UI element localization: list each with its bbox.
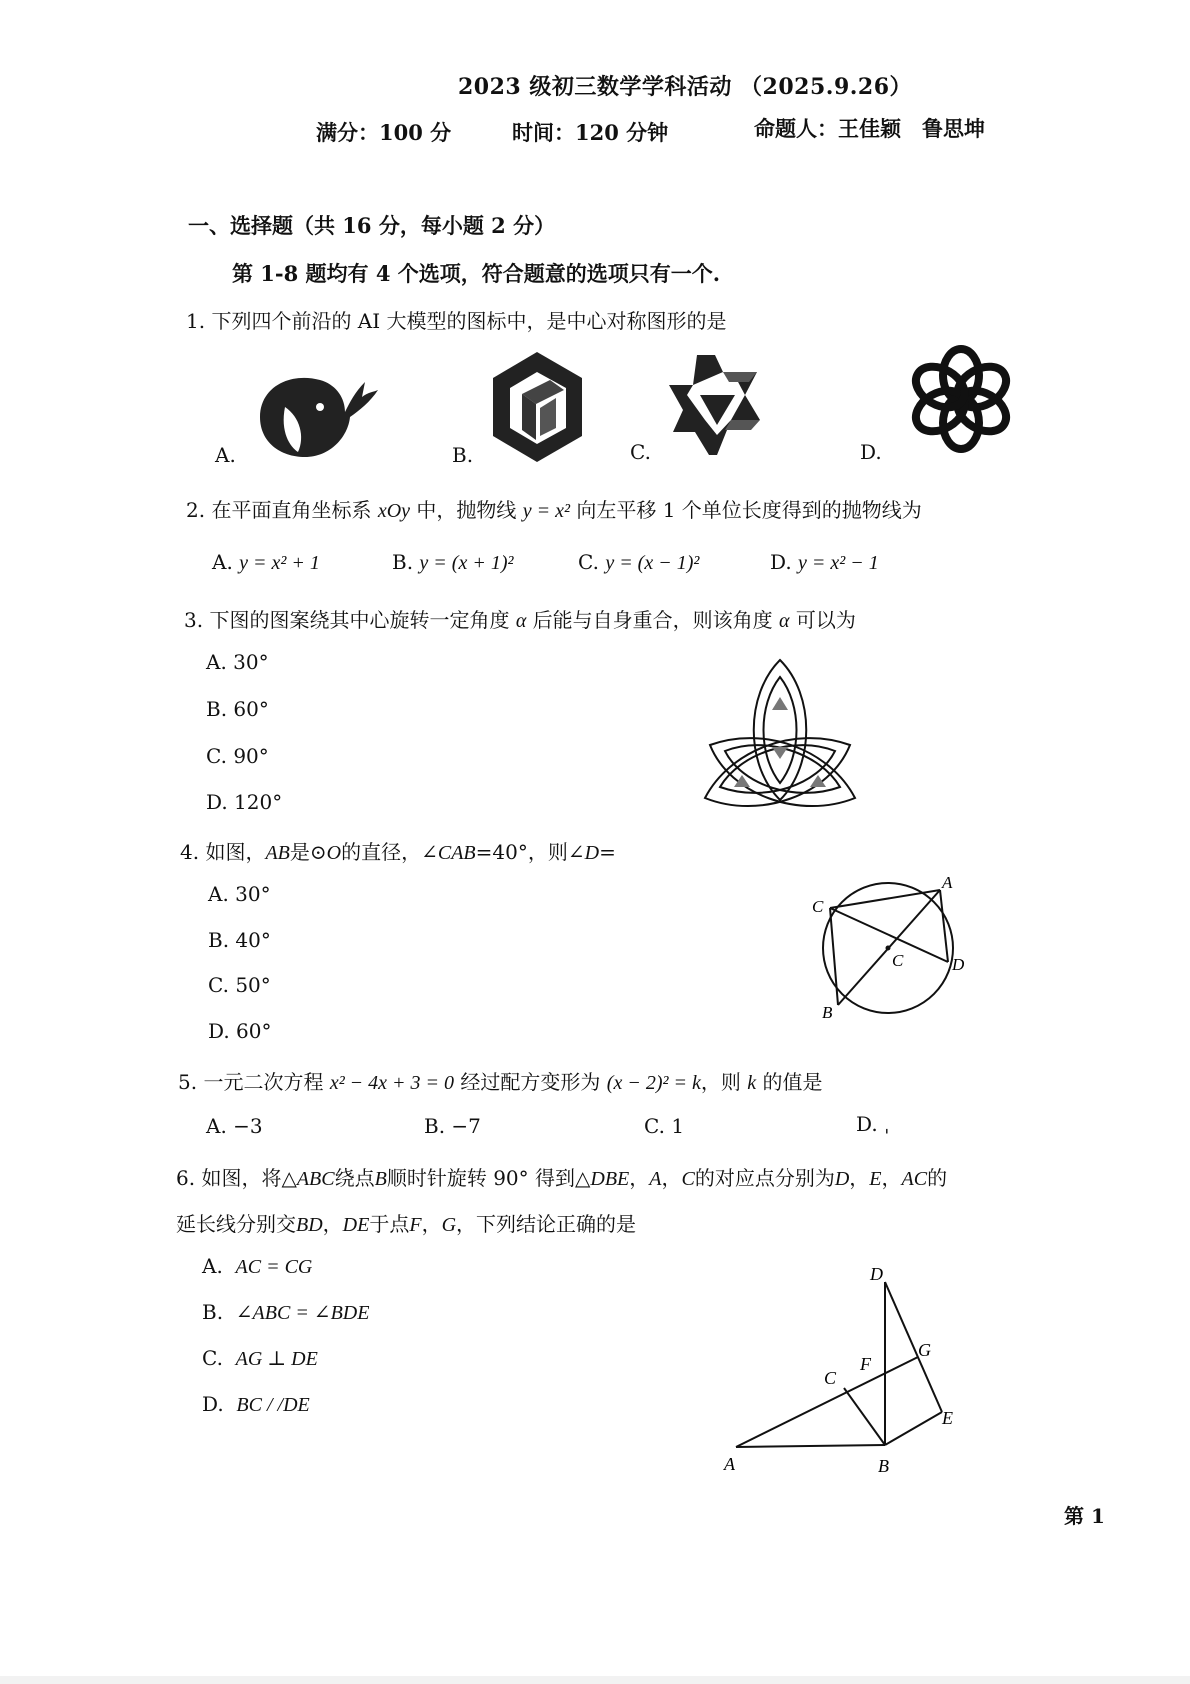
stem-text: 向左平移 1 个单位长度得到的抛物线为 (576, 498, 922, 522)
stem-text: ， (661, 1166, 682, 1190)
option-text: 50° (235, 973, 271, 997)
option-text: 60° (233, 697, 269, 721)
option-text: y = x² + 1 (239, 552, 320, 574)
stem-math: G (441, 1214, 457, 1236)
stem-math: k (747, 1072, 757, 1094)
stem-math: C (681, 1168, 695, 1190)
q5-option-a (206, 1114, 263, 1138)
option-label: A. (208, 882, 229, 906)
question-number: 5. (178, 1070, 198, 1094)
option-label: D. (208, 1019, 230, 1043)
stem-text: 的值是 (762, 1070, 823, 1094)
option-label: C. (578, 550, 599, 574)
full-score: 满分：100 分 (316, 120, 452, 145)
section-instruction: 第 1-8 题均有 4 个选项，符合题意的选项只有一个. (232, 261, 721, 286)
option-label: A. (212, 550, 233, 574)
stem-math: DE (342, 1214, 370, 1236)
section-heading: 一、选择题（共 16 分，每小题 2 分） (188, 213, 556, 238)
stem-math: AB (265, 842, 290, 864)
triquetra-figure (700, 655, 860, 810)
bottom-strip (0, 1676, 1190, 1684)
stem-math: (x − 2)² = k (606, 1072, 701, 1094)
q5-option-b (424, 1114, 481, 1138)
q6-option-c (202, 1346, 318, 1371)
question-number: 6. (176, 1166, 196, 1190)
q1-option-b-label: B. (452, 443, 474, 467)
option-label: A. (206, 1114, 227, 1138)
stem-text: ， (629, 1166, 650, 1190)
q2-option-a (212, 550, 320, 575)
stem-text: 顺时针旋转 90° 得到△ (386, 1166, 591, 1190)
stem-math: xOy (377, 500, 411, 522)
question-1 (186, 305, 727, 334)
option-text: AG ⊥ DE (235, 1348, 318, 1370)
q3-option-a (206, 650, 269, 674)
option-label: D. (856, 1112, 878, 1136)
option-label: A. (202, 1254, 223, 1278)
point-label-a: A (942, 873, 953, 892)
stem-math: α (515, 610, 527, 632)
option-label: C. (208, 973, 229, 997)
stem-math: O (326, 842, 342, 864)
stem-math: D (584, 842, 600, 864)
stem-math: α (779, 610, 790, 632)
question-number: 3. (184, 608, 204, 632)
stem-text: 的对应点分别为 (694, 1166, 835, 1190)
stem-text: 中，抛物线 (416, 498, 517, 522)
question-3 (184, 604, 856, 633)
question-number: 4. (180, 840, 200, 864)
question-6-line-2 (176, 1208, 636, 1237)
question-number: 1. (186, 309, 206, 333)
exam-authors: 命题人：王佳颖 鲁思坤 (754, 116, 985, 141)
stem-math: E (869, 1168, 882, 1190)
stem-math: x² − 4x + 3 = 0 (329, 1072, 455, 1094)
option-text: 120° (234, 790, 283, 814)
point-label-b: B (822, 1003, 833, 1020)
point-label-d: D (952, 955, 965, 974)
option-text: 30° (235, 882, 271, 906)
option-text: −7 (451, 1114, 481, 1138)
q2-option-c (578, 550, 699, 575)
option-text: y = (x + 1)² (419, 552, 514, 574)
q4-option-c (208, 973, 271, 997)
rotation-triangle-figure (720, 1262, 970, 1482)
option-text: y = x² − 1 (798, 552, 879, 574)
option-label: D. (202, 1392, 224, 1416)
option-text: BC / /DE (236, 1394, 310, 1416)
question-6-line-1 (176, 1162, 947, 1191)
option-label: C. (206, 744, 227, 768)
option-text: 90° (233, 744, 269, 768)
option-text: 60° (236, 1019, 272, 1043)
option-label: C. (202, 1346, 223, 1370)
stem-text: 于点 (369, 1212, 410, 1236)
stem-text: =40°，则∠ (475, 840, 585, 864)
stem-text: 后能与自身重合，则该角度 (532, 608, 773, 632)
option-label: C. (644, 1114, 665, 1138)
option-text: y = (x − 1)² (605, 552, 700, 574)
stem-text: ， (881, 1166, 902, 1190)
stem-math: F (409, 1214, 422, 1236)
exam-title: 2023 级初三数学学科活动 （2025.9.26） (458, 74, 913, 100)
option-label: B. (202, 1300, 224, 1324)
option-text: ∠ABC = ∠BDE (235, 1302, 370, 1324)
option-label: D. (770, 550, 792, 574)
q3-option-c (206, 744, 269, 768)
whale-logo-icon (250, 362, 380, 462)
point-label-b: B (878, 1456, 889, 1476)
point-label-g: G (918, 1340, 931, 1360)
question-number: 2. (186, 498, 206, 522)
option-text: −3 (233, 1114, 263, 1138)
stem-text: 可以为 (795, 608, 856, 632)
stem-math: BD (296, 1214, 323, 1236)
stem-math: DBE (590, 1168, 630, 1190)
stem-text: 如图，将△ (201, 1166, 297, 1190)
stem-text: 经过配方变形为 (460, 1070, 601, 1094)
stem-text: ， (421, 1212, 442, 1236)
option-text: 1 (671, 1114, 685, 1138)
q6-option-b (202, 1300, 369, 1325)
q5-option-c (644, 1114, 684, 1138)
stem-math: y = x² (522, 500, 570, 522)
stem-text: = (599, 840, 616, 864)
question-2 (186, 494, 922, 523)
q1-option-d-label: D. (860, 440, 882, 464)
q4-option-a (208, 882, 271, 906)
point-label-e: E (942, 1408, 953, 1428)
stem-text: ， (322, 1212, 343, 1236)
exam-time: 时间：120 分钟 (512, 120, 669, 145)
point-label-f: F (860, 1354, 871, 1374)
point-label-d: D (870, 1264, 883, 1284)
stem-text: ，下列结论正确的是 (456, 1212, 637, 1236)
q1-option-c-label: C. (630, 440, 651, 464)
stem-text: 延长线分别交 (176, 1212, 296, 1236)
option-text: ˌ (884, 1112, 890, 1136)
stem-text: 下图的图案绕其中心旋转一定角度 (209, 608, 510, 632)
stem-text: ， (849, 1166, 870, 1190)
q6-option-a (202, 1254, 312, 1279)
q3-option-b (206, 697, 269, 721)
option-label: A. (206, 650, 227, 674)
star-triangle-logo-icon (665, 350, 765, 460)
option-label: B. (206, 697, 228, 721)
option-text: 40° (235, 928, 271, 952)
page-number: 第 1 (1064, 1504, 1105, 1528)
q5-option-d (856, 1112, 890, 1136)
stem-math: CAB (437, 842, 476, 864)
circle-geometry-figure (800, 870, 980, 1020)
q2-option-d (770, 550, 879, 575)
stem-math: AC (901, 1168, 928, 1190)
hexagon-cube-logo-icon (490, 350, 585, 465)
q4-option-b (208, 928, 271, 952)
stem-math: B (374, 1168, 387, 1190)
q4-option-d (208, 1019, 272, 1043)
stem-text: ，则 (700, 1070, 741, 1094)
stem-math: D (834, 1168, 850, 1190)
point-label-c: C (824, 1368, 837, 1388)
point-label-a: A (724, 1454, 735, 1474)
point-label-o: C (892, 951, 904, 970)
option-text: AC = CG (235, 1256, 313, 1278)
knot-flower-logo-icon (910, 345, 1012, 453)
question-4 (180, 836, 616, 865)
question-stem: 下列四个前沿的 AI 大模型的图标中，是中心对称图形的是 (211, 309, 727, 333)
stem-text: 一元二次方程 (203, 1070, 324, 1094)
option-label: D. (206, 790, 228, 814)
q6-option-d (202, 1392, 310, 1417)
option-label: B. (424, 1114, 446, 1138)
stem-text: 在平面直角坐标系 (211, 498, 372, 522)
option-label: B. (208, 928, 230, 952)
q1-option-a-label: A. (215, 443, 236, 467)
question-5 (178, 1066, 822, 1095)
point-label-c: C (812, 897, 824, 916)
q3-option-d (206, 790, 282, 814)
stem-text: 如图， (205, 840, 266, 864)
option-label: B. (392, 550, 414, 574)
option-text: 30° (233, 650, 269, 674)
stem-text: 绕点 (334, 1166, 375, 1190)
stem-math: A (649, 1168, 662, 1190)
stem-math: ABC (296, 1168, 335, 1190)
stem-text: 的 (927, 1166, 948, 1190)
stem-text: 的直径，∠ (341, 840, 438, 864)
stem-text: 是⊙ (289, 840, 327, 864)
q2-option-b (392, 550, 513, 575)
